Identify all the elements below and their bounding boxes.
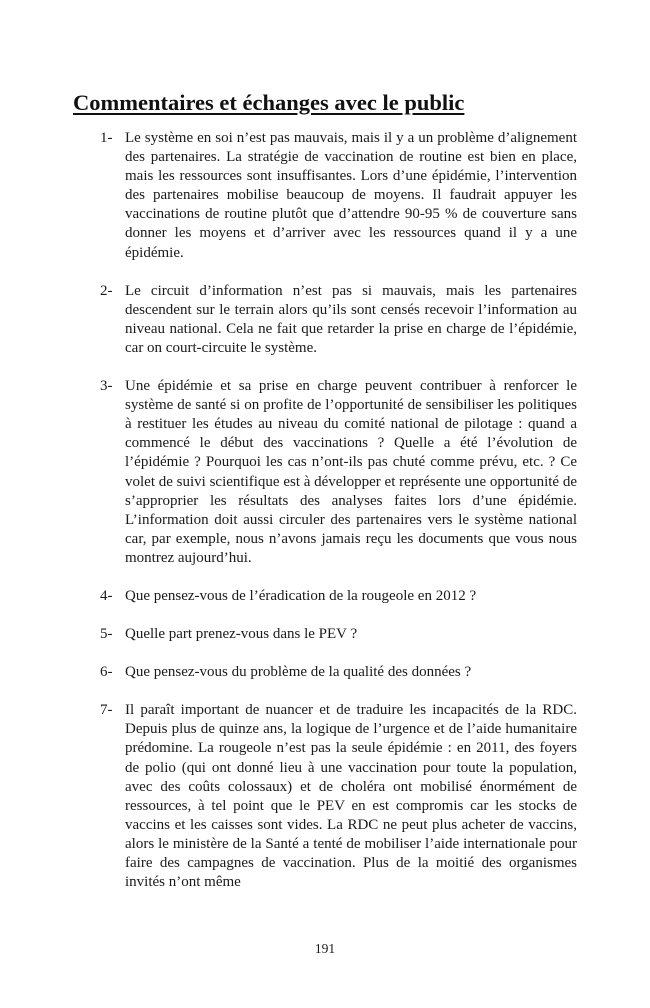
item-text: Quelle part prenez-vous dans le PEV ? <box>125 626 358 643</box>
comments-list <box>100 129 577 911</box>
list-item <box>100 377 577 568</box>
list-item <box>100 625 577 644</box>
item-text: Que pensez-vous du problème de la qualité des données ? <box>125 664 472 681</box>
item-number: 2- <box>100 282 113 299</box>
item-text: Une épidémie et sa prise en charge peuvent contribuer à renforcer le système de santé si on profite de l’opportunité de sensibiliser les politiques à restituer les études au niveau du comité national de pilotage : quand a commencé le début des vaccinations ? Quelle a été l’évolution de l’épidémie ? Pourquoi les cas n’ont-ils pas chuté comme prévu, etc. ? Ce volet de suivi scientifique est à développer et représente une opportunité de s’approprier les résultats des analyses faites lors d’une épidémie. L’information doit aussi circuler des partenaires vers le système national car, par exemple, nous n’avons jamais reçu les documents que vous nous montrez aujourd’hui. <box>125 378 577 566</box>
item-text: Le système en soi n’est pas mauvais, mais il y a un problème d’alignement des partenaires. La stratégie de vaccination de routine est bien en place, mais les ressources sont insuffisantes. Lors d’une épidémie, l’intervention des partenaires mobilise beaucoup de moyens. Il faudrait appuyer les vaccinations de routine plutôt que d’attendre 90-95 % de couverture sans donner les moyens et d’arriver avec les ressources quand il y a une épidémie. <box>125 130 577 261</box>
section-heading: Commentaires et échanges avec le public <box>73 90 465 115</box>
item-number: 1- <box>100 130 113 146</box>
list-item <box>100 701 577 892</box>
list-item <box>100 587 577 606</box>
item-text: Que pensez-vous de l’éradication de la rougeole en 2012 ? <box>125 587 477 604</box>
item-text: Le circuit d’information n’est pas si mauvais, mais les partenaires descendent sur le terrain alors qu’ils sont censés recevoir l’information au niveau national. Cela ne fait que retarder la prise en charge de l’épidémie, car on court-circuite le système. <box>125 282 577 356</box>
item-text: Il paraît important de nuancer et de traduire les incapacités de la RDC. Depuis plus de quinze ans, la logique de l’urgence et de l’aide humanitaire prédomine. La rougeole n’est pas la seule épidémie : en 2011, des foyers de polio (qui ont donné lieu à une vaccination pour toute la population, avec des coûts colossaux) et de choléra ont mobilisé énormément de ressources, à tel point que le PEV en est compromis car les stocks de vaccins et les caisses sont vides. La RDC ne peut plus acheter de vaccins, alors le ministère de la Santé a tenté de mobiliser l’aide internationale pour faire des campagnes de vaccination. Plus de la moitié des organismes invités n’ont même <box>125 702 577 891</box>
item-number: 4- <box>100 587 113 604</box>
list-item <box>100 129 577 263</box>
item-number: 6- <box>100 664 113 681</box>
page-number: 191 <box>314 941 336 956</box>
list-item <box>100 663 577 682</box>
list-item <box>100 282 577 358</box>
item-number: 7- <box>100 702 113 719</box>
item-number: 3- <box>100 378 113 395</box>
item-number: 5- <box>100 626 113 643</box>
